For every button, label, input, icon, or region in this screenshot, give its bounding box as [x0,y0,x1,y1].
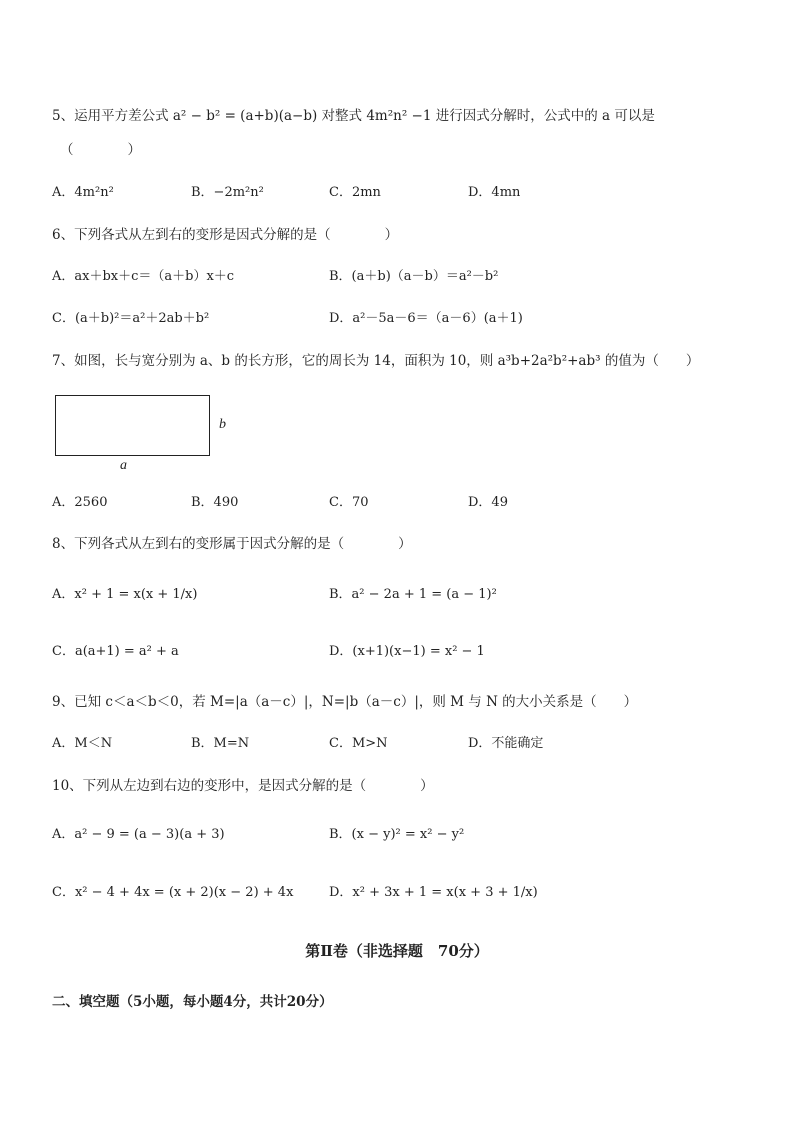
q9-option-a: A．M＜N [52,736,113,751]
q5-option-a: A．4m²n² [52,185,114,200]
q10-stem: 10、下列从左边到右边的变形中，是因式分解的是（ ） [52,778,434,794]
rectangle-width-label: b [219,417,226,432]
q6-option-a: A．ax＋bx＋c＝（a＋b）x＋c [52,269,235,284]
q5-answer-bracket: （ ） [60,142,141,158]
q5-stem: 5、运用平方差公式 a² − b² = (a+b)(a−b) 对整式 4m²n² −1 进行因式分解时，公式中的 a 可以是 [52,108,655,124]
q5-option-d: D．4mn [468,185,521,200]
q7-option-d: D．49 [468,495,508,510]
q8-option-d: D．(x+1)(x−1) = x² − 1 [329,644,485,659]
section-subtitle: 二、填空题（5小题，每小题4分，共计20分） [52,994,333,1010]
q8-stem: 8、下列各式从左到右的变形属于因式分解的是（ ） [52,536,412,552]
q6-stem: 6、下列各式从左到右的变形是因式分解的是（ ） [52,227,399,243]
q5-option-b: B．−2m²n² [191,185,264,200]
q7-option-c: C．70 [329,495,369,510]
q10-option-a: A．a² − 9 = (a − 3)(a + 3) [52,827,225,842]
rectangle-figure [55,395,210,456]
q6-option-d: D．a²－5a－6＝（a－6）(a＋1) [329,311,523,326]
q9-option-b: B．M=N [191,736,250,751]
q7-option-b: B．490 [191,495,239,510]
q7-option-a: A．2560 [52,495,108,510]
q10-option-d: D．x² + 3x + 1 = x(x + 3 + 1/x) [329,885,538,900]
q6-option-b: B．(a＋b)（a－b）＝a²－b² [329,269,499,284]
q6-option-c: C．(a＋b)²＝a²＋2ab＋b² [52,311,210,326]
q9-option-c: C．M>N [329,736,388,751]
q8-option-a: A．x² + 1 = x(x + 1/x) [52,587,198,602]
q8-option-c: C．a(a+1) = a² + a [52,644,179,659]
rectangle-length-label: a [120,458,127,473]
section-title: 第Ⅱ卷（非选择题 70分） [305,942,489,960]
q10-option-c: C．x² − 4 + 4x = (x + 2)(x − 2) + 4x [52,885,294,900]
q8-option-b: B．a² − 2a + 1 = (a − 1)² [329,587,497,602]
q9-stem: 9、已知 c＜a＜b＜0，若 M=|a（a－c）|，N=|b（a－c）|，则 M 与 N 的大小关系是（ ） [52,694,638,710]
q7-stem: 7、如图，长与宽分别为 a、b 的长方形，它的周长为 14，面积为 10，则 a³b+2a²b²+ab³ 的值为（ ） [52,353,700,369]
q10-option-b: B．(x − y)² = x² − y² [329,827,465,842]
q9-option-d: D．不能确定 [468,736,544,751]
q5-option-c: C．2mn [329,185,381,200]
